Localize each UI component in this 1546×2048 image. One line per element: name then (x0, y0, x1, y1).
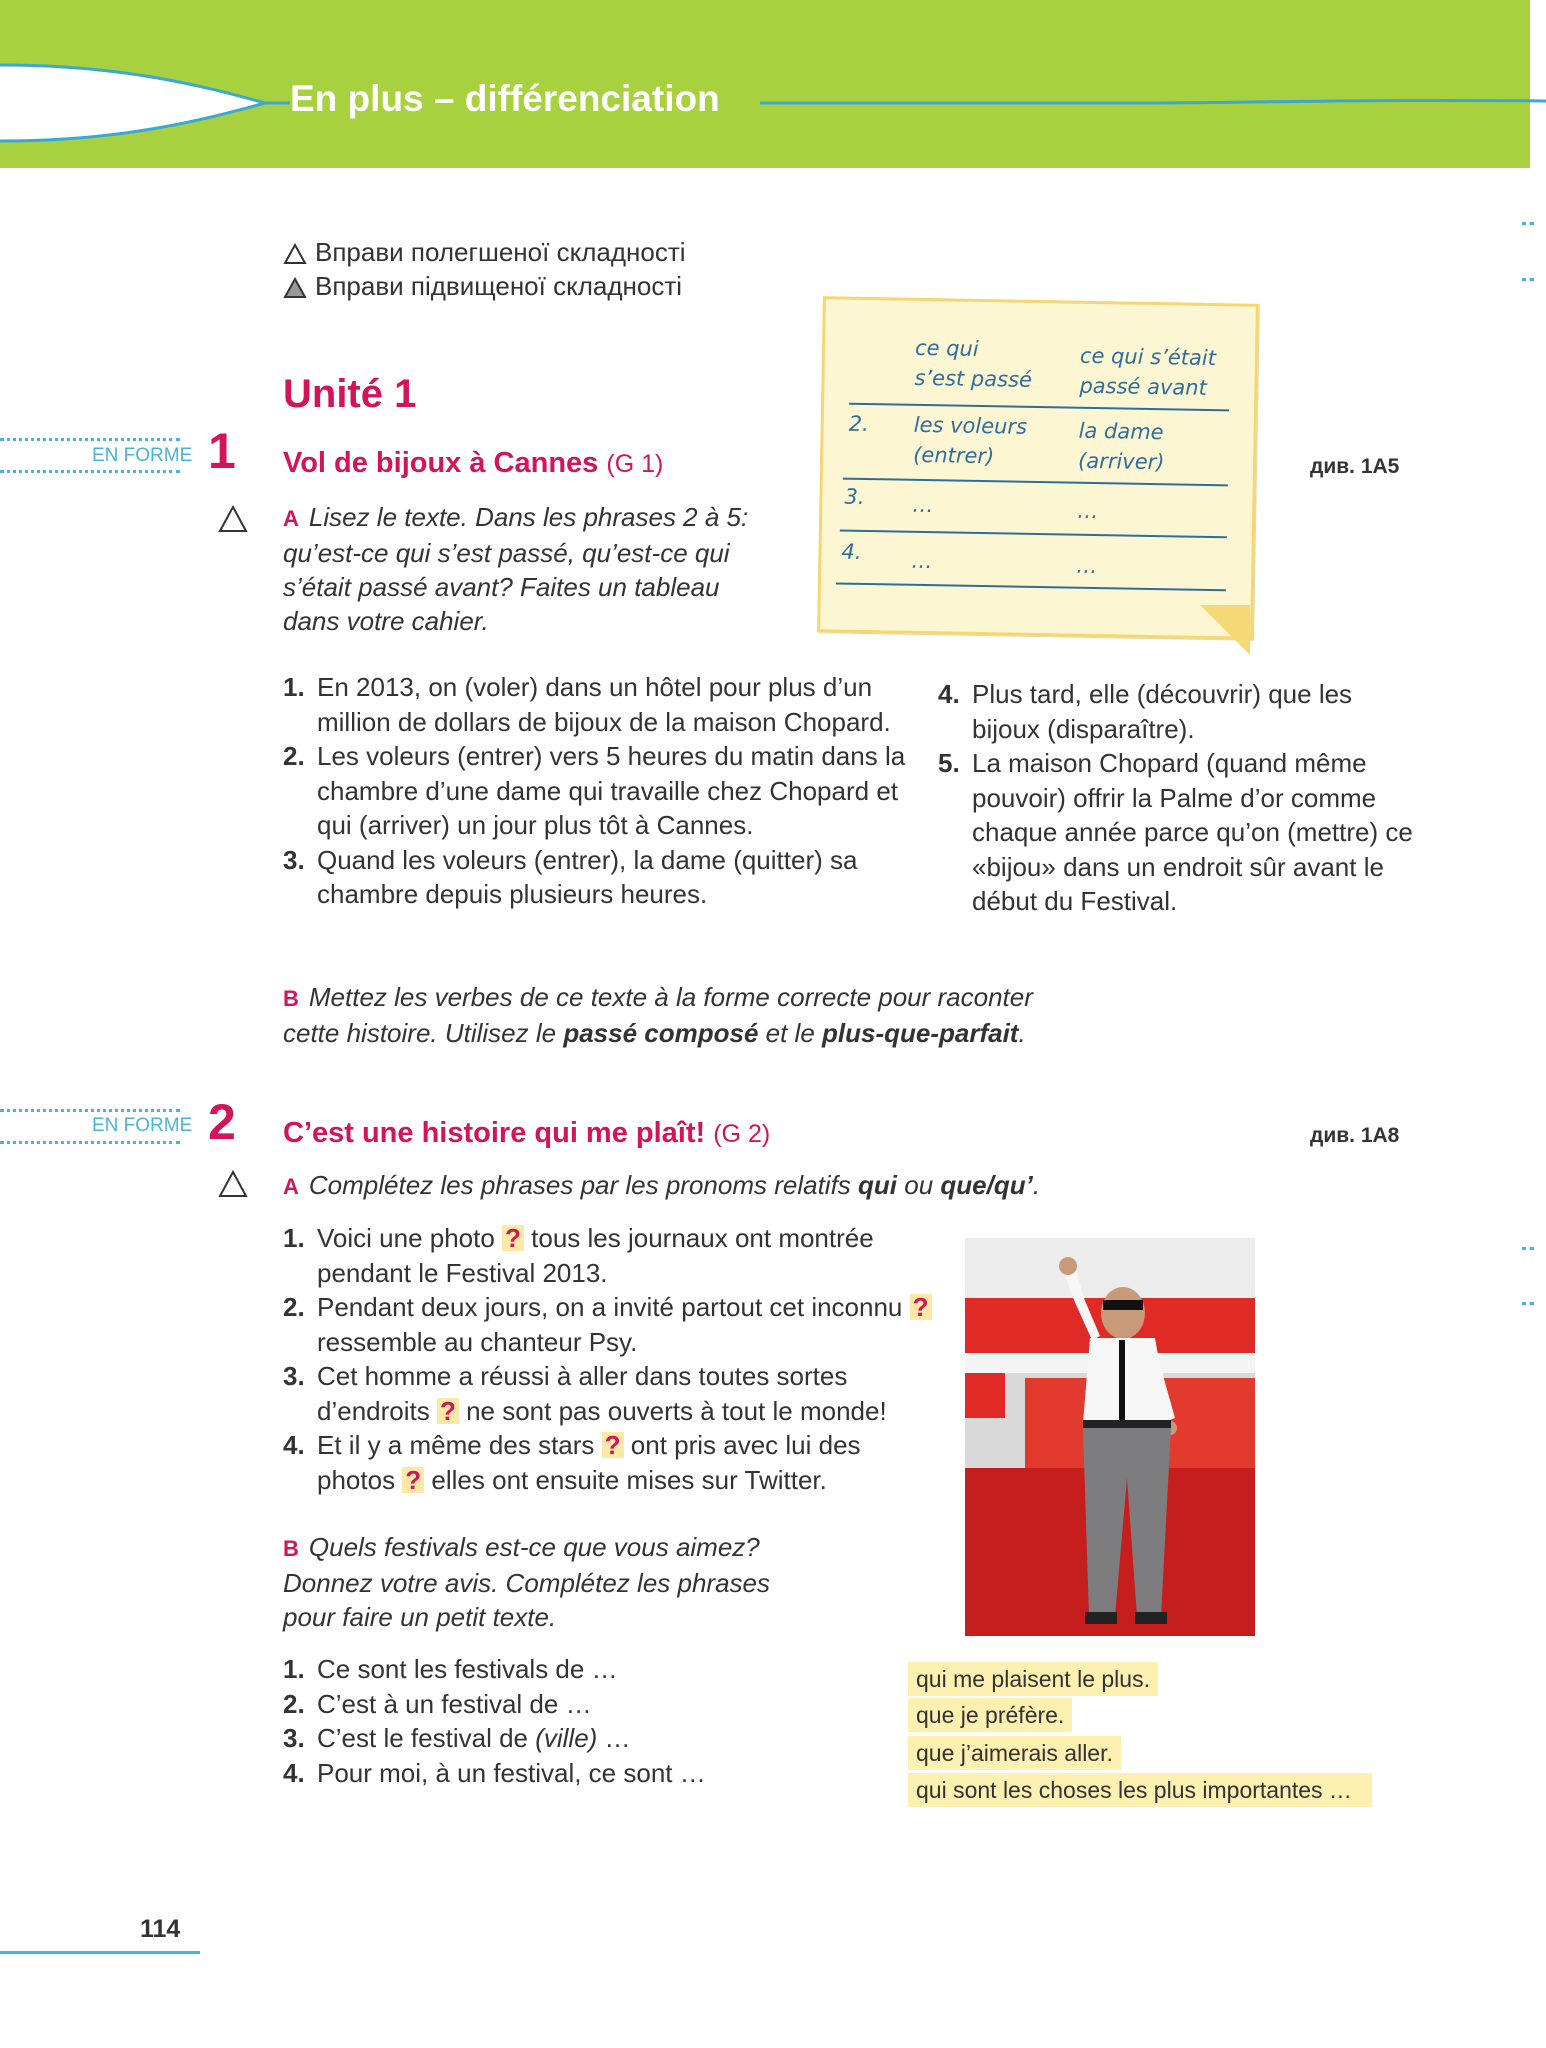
ex2-items (283, 1221, 943, 1497)
ex2-grammar-ref: (G 2) (713, 1120, 771, 1148)
ex1-number: 1 (208, 423, 236, 479)
list-item: 4. Plus tard, elle (découvrir) que les bijoux (disparaître). (938, 679, 1353, 744)
table-row4-c2: … (1076, 553, 1098, 579)
list-item: 1. Ce sont les festivals de … (283, 1654, 618, 1684)
unit-title: Unité 1 (283, 372, 417, 416)
ex2-number: 2 (208, 1094, 236, 1150)
list-item: 3. Cet homme a réussi à aller dans toutes sortes d’endroits ? ne sont pas ouverts à tout le monde! (283, 1361, 887, 1426)
festival-photo (965, 1238, 1255, 1636)
margin-dots (1522, 1247, 1534, 1254)
blank-marker: ? (602, 1432, 624, 1458)
header-wave-graphic (0, 55, 1546, 145)
list-item: 5. La maison Chopard (quand même pouvoir) offrir la Palme d’or comme chaque année parce qu’on (mettre) ce «bijou» dans un endroit sûr avant le début du Festival. (938, 748, 1413, 916)
header-wave-shape (0, 65, 265, 141)
table-row2-num: 2. (848, 411, 869, 437)
table-col1-head-1: ce qui (914, 335, 979, 361)
ex1-title (283, 447, 663, 480)
table-col2-head-2: passé avant (1079, 373, 1208, 400)
en-forme-rule (0, 1141, 180, 1144)
ex2-title (283, 1117, 770, 1150)
table-col2-head-1: ce qui s’était (1079, 343, 1217, 371)
legend-easy (283, 237, 686, 268)
ex1-items-left (283, 670, 923, 912)
note-card-fold (1200, 605, 1250, 655)
legend-easy-label: Вправи полегшеної складності (315, 237, 686, 267)
list-item: 2. Pendant deux jours, on a invité partout cet inconnu ? ressemble au chanteur Psy. (283, 1290, 943, 1359)
list-item: 2. C’est à un festival de … (283, 1688, 592, 1719)
ex2-b-items (283, 1652, 843, 1790)
margin-dots (1522, 1302, 1534, 1309)
en-forme-rule (0, 1109, 180, 1112)
table-row3-c1: … (912, 492, 934, 518)
list-item: 1. En 2013, on (voler) dans un hôtel pour plus d’un million de dollars de bijoux de la maison Chopard. (283, 672, 891, 737)
table-rule (843, 478, 1228, 487)
table-row4-num: 4. (841, 539, 862, 564)
ex1-tag: EN FORME (92, 445, 193, 466)
ending-3: que j’aimerais aller. (908, 1736, 1121, 1770)
table-row2-c2b: (arriver) (1077, 448, 1165, 475)
table-rule (840, 530, 1227, 539)
margin-dots (1522, 222, 1534, 229)
ex1-grammar-ref: (G 1) (606, 450, 664, 478)
header-title: En plus – différenciation (290, 78, 720, 119)
triangle-filled-icon (283, 277, 307, 299)
list-item: 1. Voici une photo ? tous les journaux ont montrée pendant le Festival 2013. (283, 1223, 874, 1288)
list-item: 4. Pour moi, à un festival, ce sont … (283, 1757, 706, 1788)
ex2-title-text: C’est une histoire qui me plaît! (283, 1117, 706, 1149)
list-item: 3. C’est le festival de (ville) … (283, 1723, 631, 1753)
triangle-outline-icon (283, 243, 307, 265)
blank-marker: ? (402, 1467, 424, 1493)
list-item: 3. Quand les voleurs (entrer), la dame (quitter) sa chambre depuis plusieurs heures. (283, 844, 858, 909)
ex1-a-text: Lisez le texte. Dans les phrases 2 à 5: qu’est-ce qui s’est passé, qu’est-ce qui s’était passé avant? Faites un tableau dans votre cahier. (283, 502, 749, 636)
page-number-rule (0, 1951, 200, 1954)
blank-marker: ? (437, 1398, 459, 1424)
header-rule (760, 100, 1546, 103)
table-col1-head-2: s’est passé (914, 365, 1033, 392)
ex1-a-instruction (283, 500, 783, 638)
list-item: 2. Les voleurs (entrer) vers 5 heures du matin dans la chambre d’une dame qui travaille chez Chopard et qui (arriver) un jour plus tôt à Cannes. (283, 741, 906, 840)
triangle-outline-icon (218, 505, 248, 533)
ex1-items-right (938, 677, 1418, 919)
triangle-outline-icon (218, 1170, 248, 1198)
ending-2: que je préfère. (908, 1698, 1072, 1732)
legend-hard (283, 271, 682, 302)
ex1-b-instruction: B Mettez les verbes de ce texte à la forme correcte pour raconter cette histoire. Utilisez le passé composé et le plus-que-parfait. (283, 982, 1033, 1048)
table-header-rule (849, 403, 1229, 412)
note-card (817, 296, 1259, 640)
table-row3-c2: … (1077, 498, 1099, 524)
ex2-b-instruction: B Quels festivals est-ce que vous aimez? Donnez votre avis. Complétez les phrases pour faire un petit texte. (283, 1532, 771, 1632)
ex1-title-text: Vol de bijoux à Cannes (283, 447, 599, 479)
en-forme-rule (0, 470, 180, 473)
table-row4-c1: … (911, 548, 933, 574)
table-rule (836, 582, 1226, 591)
table-row2-c2a: la dame (1078, 418, 1164, 445)
ex2-cross-ref: див. 1A8 (1310, 1124, 1400, 1147)
ending-1: qui me plaisent le plus. (908, 1662, 1158, 1696)
ex2-a-instruction: A Complétez les phrases par les pronoms relatifs qui ou que/qu’. (283, 1170, 1041, 1200)
list-item: 4. Et il y a même des stars ? ont pris avec lui des photos ? elles ont ensuite mises sur Twitter. (283, 1430, 861, 1495)
legend-hard-label: Вправи підвищеної складності (315, 271, 683, 301)
page-number: 114 (140, 1915, 181, 1943)
blank-marker: ? (910, 1294, 932, 1320)
blank-marker: ? (502, 1225, 524, 1251)
margin-dots (1522, 278, 1534, 285)
ex2-tag: EN FORME (92, 1115, 193, 1136)
ending-4: qui sont les choses les plus importantes … (908, 1773, 1372, 1807)
table-row3-num: 3. (844, 484, 865, 509)
table-row2-c1b: (entrer) (913, 442, 995, 469)
ex1-cross-ref: див. 1A5 (1310, 455, 1400, 478)
table-row2-c1a: les voleurs (913, 412, 1028, 439)
ex1-a-letter: A (283, 506, 299, 531)
en-forme-rule (0, 438, 180, 441)
